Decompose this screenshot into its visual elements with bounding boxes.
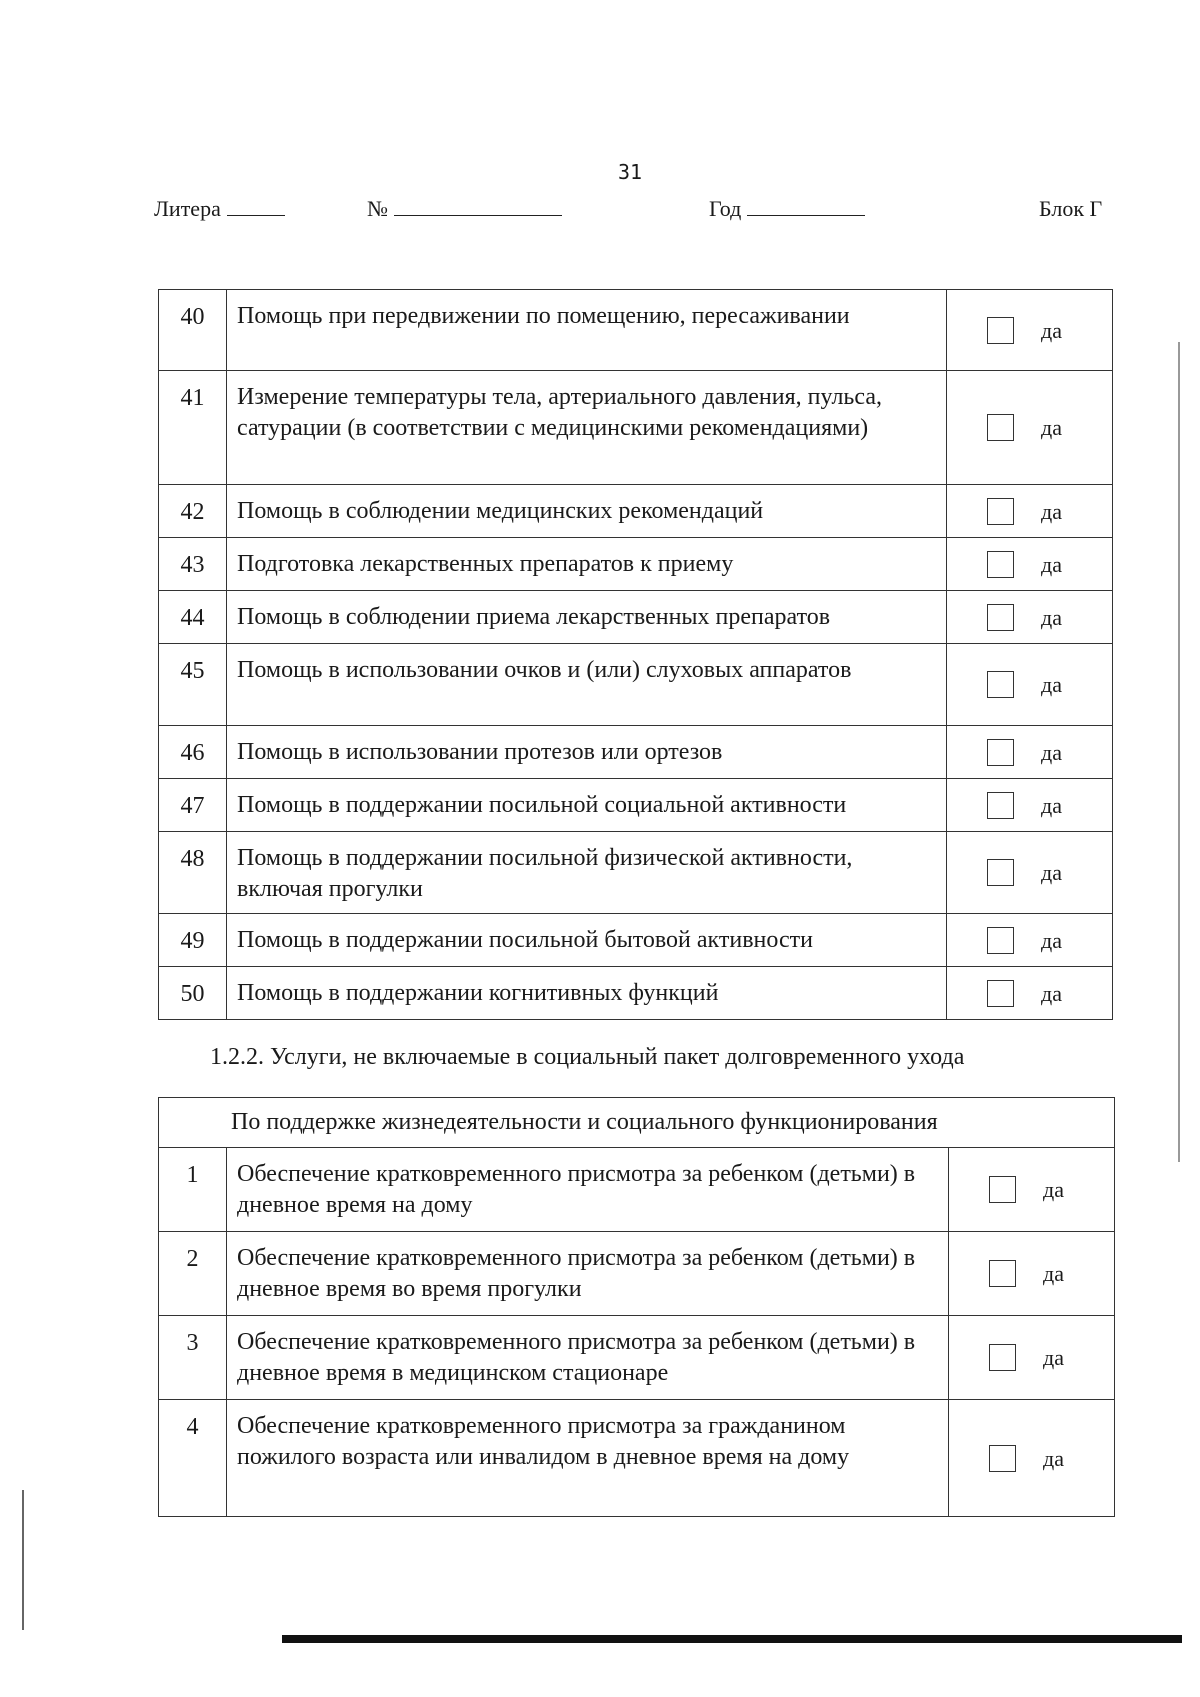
yes-checkbox[interactable] xyxy=(987,859,1014,886)
row-number: 50 xyxy=(159,967,227,1020)
row-number: 48 xyxy=(159,832,227,914)
answer-cell xyxy=(947,644,1113,726)
group-header: По поддержке жизнедеятельности и социального функционирования xyxy=(159,1098,1115,1148)
yes-label: да xyxy=(1041,551,1062,577)
yes-label: да xyxy=(1043,1345,1064,1370)
service-description: Помощь в соблюдении приема лекарственных препаратов xyxy=(227,591,947,644)
yes-checkbox[interactable] xyxy=(987,671,1014,698)
row-number: 4 xyxy=(159,1400,227,1517)
yes-label: да xyxy=(1041,860,1062,885)
answer-cell xyxy=(947,726,1113,779)
yes-checkbox[interactable] xyxy=(987,927,1014,954)
group-header-row xyxy=(159,1098,1115,1148)
year-label: Год xyxy=(709,196,742,221)
answer-wrap xyxy=(947,790,1112,821)
service-description: Помощь в использовании протезов или ортезов xyxy=(227,726,947,779)
section-heading: 1.2.2. Услуги, не включаемые в социальный пакет долговременного ухода xyxy=(210,1044,965,1070)
service-description: Обеспечение кратковременного присмотра за гражданином пожилого возраста или инвалидом в дневное время на дому xyxy=(227,1400,949,1517)
page-number: 31 xyxy=(617,160,643,184)
answer-wrap xyxy=(947,549,1112,580)
table-row xyxy=(159,290,1113,371)
answer-wrap xyxy=(947,315,1112,346)
answer-cell xyxy=(947,914,1113,967)
table-row xyxy=(159,779,1113,832)
litera-label: Литера xyxy=(154,196,221,221)
table-row xyxy=(159,1316,1115,1400)
scan-border-line xyxy=(282,1635,1182,1643)
row-number: 1 xyxy=(159,1148,227,1232)
row-number: 2 xyxy=(159,1232,227,1316)
table-row xyxy=(159,538,1113,591)
service-description: Обеспечение кратковременного присмотра за ребенком (детьми) в дневное время в медицинском стационаре xyxy=(227,1316,949,1400)
yes-label: да xyxy=(1043,1445,1064,1471)
yes-label: да xyxy=(1041,672,1062,697)
service-description: Помощь в соблюдении медицинских рекомендаций xyxy=(227,485,947,538)
service-description: Измерение температуры тела, артериального давления, пульса, сатурации (в соответствии с медицинскими рекомендациями) xyxy=(227,371,947,485)
service-description: Помощь в поддержании посильной бытовой активности xyxy=(227,914,947,967)
yes-checkbox[interactable] xyxy=(987,498,1014,525)
yes-label: да xyxy=(1041,739,1062,765)
yes-checkbox[interactable] xyxy=(987,414,1014,441)
yes-checkbox[interactable] xyxy=(989,1176,1016,1203)
answer-cell xyxy=(949,1148,1115,1232)
row-number: 46 xyxy=(159,726,227,779)
number-field xyxy=(367,196,562,222)
table-row xyxy=(159,591,1113,644)
yes-label: да xyxy=(1041,604,1062,630)
answer-cell xyxy=(947,779,1113,832)
answer-wrap xyxy=(947,412,1112,443)
answer-wrap xyxy=(949,1174,1114,1205)
table-row xyxy=(159,1232,1115,1316)
table-row xyxy=(159,644,1113,726)
answer-cell xyxy=(947,967,1113,1020)
services-table-not-included xyxy=(158,1097,1115,1517)
number-label: № xyxy=(367,196,388,221)
table-row xyxy=(159,1400,1115,1517)
answer-wrap xyxy=(949,1443,1114,1474)
answer-wrap xyxy=(947,978,1112,1009)
row-number: 43 xyxy=(159,538,227,591)
row-number: 40 xyxy=(159,290,227,371)
yes-label: да xyxy=(1041,415,1062,440)
yes-label: да xyxy=(1041,498,1062,524)
answer-cell xyxy=(949,1232,1115,1316)
row-number: 47 xyxy=(159,779,227,832)
answer-wrap xyxy=(949,1342,1114,1373)
yes-checkbox[interactable] xyxy=(989,1260,1016,1287)
yes-label: да xyxy=(1041,317,1062,343)
yes-label: да xyxy=(1041,980,1062,1006)
table-row xyxy=(159,1148,1115,1232)
yes-checkbox[interactable] xyxy=(987,739,1014,766)
answer-wrap xyxy=(947,669,1112,700)
service-description: Помощь в поддержании посильной физической активности, включая прогулки xyxy=(227,832,947,914)
scan-edge-right xyxy=(1178,342,1180,1162)
answer-cell xyxy=(947,832,1113,914)
answer-wrap xyxy=(947,496,1112,527)
yes-checkbox[interactable] xyxy=(989,1344,1016,1371)
table-row xyxy=(159,726,1113,779)
answer-cell xyxy=(949,1316,1115,1400)
answer-cell xyxy=(947,538,1113,591)
year-blank-line[interactable] xyxy=(747,197,865,216)
service-description: Помощь в поддержании когнитивных функций xyxy=(227,967,947,1020)
yes-label: да xyxy=(1041,927,1062,953)
row-number: 42 xyxy=(159,485,227,538)
answer-cell xyxy=(947,485,1113,538)
service-description: Обеспечение кратковременного присмотра за ребенком (детьми) в дневное время во время прогулки xyxy=(227,1232,949,1316)
yes-label: да xyxy=(1043,1261,1064,1286)
answer-cell xyxy=(947,591,1113,644)
answer-cell xyxy=(947,371,1113,485)
yes-checkbox[interactable] xyxy=(987,792,1014,819)
yes-label: да xyxy=(1043,1177,1064,1202)
yes-checkbox[interactable] xyxy=(989,1445,1016,1472)
service-description: Помощь при передвижении по помещению, пересаживании xyxy=(227,290,947,371)
year-field xyxy=(709,196,865,222)
services-table-long-term-care xyxy=(158,289,1113,1020)
table-row xyxy=(159,371,1113,485)
row-number: 45 xyxy=(159,644,227,726)
service-description: Помощь в использовании очков и (или) слуховых аппаратов xyxy=(227,644,947,726)
answer-wrap xyxy=(947,925,1112,956)
row-number: 49 xyxy=(159,914,227,967)
scan-edge-left xyxy=(22,1490,24,1630)
table-row xyxy=(159,914,1113,967)
yes-checkbox[interactable] xyxy=(987,317,1014,344)
answer-wrap xyxy=(947,857,1112,888)
table-row xyxy=(159,485,1113,538)
answer-cell xyxy=(947,290,1113,371)
litera-field xyxy=(154,196,285,222)
answer-wrap xyxy=(947,602,1112,633)
yes-checkbox[interactable] xyxy=(987,980,1014,1007)
number-blank-line[interactable] xyxy=(394,197,562,216)
row-number: 44 xyxy=(159,591,227,644)
service-description: Обеспечение кратковременного присмотра за ребенком (детьми) в дневное время на дому xyxy=(227,1148,949,1232)
yes-checkbox[interactable] xyxy=(987,604,1014,631)
service-description: Помощь в поддержании посильной социальной активности xyxy=(227,779,947,832)
table-row xyxy=(159,832,1113,914)
answer-wrap xyxy=(947,737,1112,768)
yes-label: да xyxy=(1041,792,1062,818)
row-number: 41 xyxy=(159,371,227,485)
litera-blank-line[interactable] xyxy=(227,197,285,216)
service-description: Подготовка лекарственных препаратов к приему xyxy=(227,538,947,591)
block-label: Блок Г xyxy=(1039,196,1103,221)
answer-wrap xyxy=(949,1258,1114,1289)
table-row xyxy=(159,967,1113,1020)
answer-cell xyxy=(949,1400,1115,1517)
row-number: 3 xyxy=(159,1316,227,1400)
yes-checkbox[interactable] xyxy=(987,551,1014,578)
